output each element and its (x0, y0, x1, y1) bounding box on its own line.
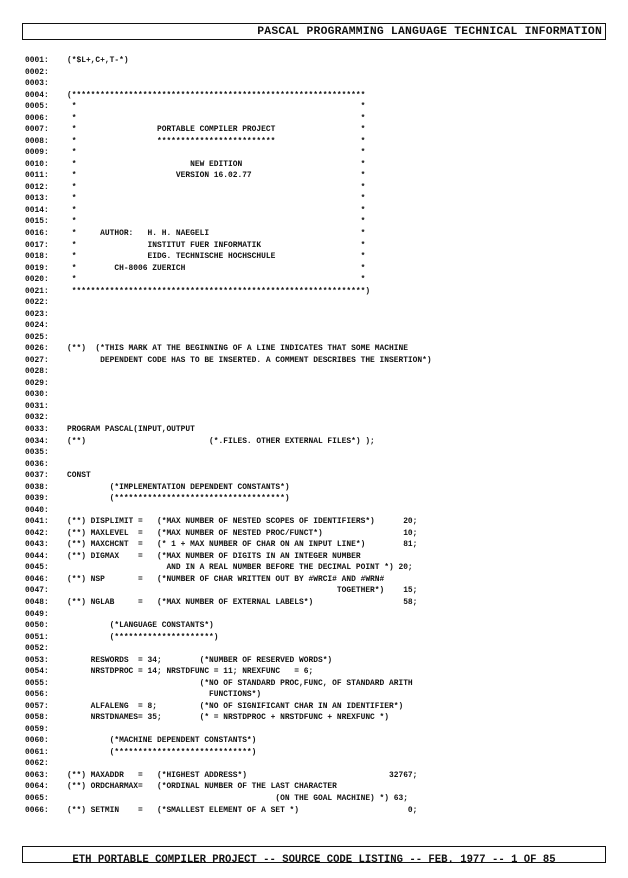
listing-line (25, 182, 605, 194)
line-number: 0018: (25, 252, 49, 262)
listing-line (25, 459, 605, 471)
listing-line (25, 735, 605, 747)
line-code: (*IMPLEMENTATION DEPENDENT CONSTANTS*) (67, 482, 290, 492)
listing-line (25, 562, 605, 574)
listing-line (25, 678, 605, 690)
line-code: * NEW EDITION * (67, 159, 366, 169)
line-code: (**) (*THIS MARK AT THE BEGINNING OF A LINE INDICATES THAT SOME MACHINE (67, 344, 408, 354)
line-code (67, 309, 605, 321)
line-number: 0044: (25, 551, 49, 561)
listing-line (25, 470, 605, 482)
line-code: (**) NGLAB = (*MAX NUMBER OF EXTERNAL LABELS*) 58; (67, 597, 418, 607)
line-code: ALFALENG = 8; (*NO OF SIGNIFICANT CHAR IN AN IDENTIFIER*) (67, 701, 404, 711)
listing-line (25, 412, 605, 424)
line-code: (**) (*.FILES. OTHER EXTERNAL FILES*) ); (67, 436, 375, 446)
line-number: 0033: (25, 425, 49, 434)
line-number: 0014: (25, 205, 49, 215)
listing-line (25, 159, 605, 171)
line-code: * * (67, 275, 366, 285)
line-number: 0061: (25, 747, 49, 757)
listing-line (25, 297, 605, 309)
listing-line (25, 609, 605, 621)
listing-line (25, 228, 605, 240)
listing-line (25, 193, 605, 205)
line-code: TOGETHER*) 15; (67, 586, 418, 596)
line-number: 0010: (25, 159, 49, 169)
line-number: 0019: (25, 263, 49, 273)
line-code: * CH-8006 ZUERICH * (67, 263, 366, 273)
listing-line (25, 539, 605, 551)
line-number: 0049: (25, 609, 49, 619)
page-title: PASCAL PROGRAMMING LANGUAGE TECHNICAL INFORMATION (257, 26, 602, 38)
listing-line (25, 781, 605, 793)
line-code: (*NO OF STANDARD PROC,FUNC, OF STANDARD ARITH (67, 678, 413, 688)
listing-line (25, 701, 605, 713)
line-number: 0030: (25, 390, 49, 400)
line-code (67, 78, 605, 90)
listing-line (25, 447, 605, 459)
listing-line (25, 263, 605, 275)
listing-line (25, 482, 605, 494)
listing-line (25, 666, 605, 678)
listing-line (25, 436, 605, 448)
line-code: (************************************************************** (67, 90, 366, 100)
line-number: 0065: (25, 794, 49, 803)
listing-line (25, 320, 605, 332)
line-code: NRSTDPROC = 14; NRSTDFUNC = 11; NREXFUNC = 6; (67, 667, 314, 677)
listing-line (25, 655, 605, 667)
listing-line (25, 505, 605, 517)
listing-line (25, 401, 605, 413)
page-header (22, 23, 606, 40)
line-code: (**) MAXCHCNT = (* 1 + MAX NUMBER OF CHAR ON AN INPUT LINE*) 81; (67, 540, 418, 550)
listing-line (25, 632, 605, 644)
line-number: 0060: (25, 736, 49, 746)
line-code: AND IN A REAL NUMBER BEFORE THE DECIMAL POINT *) 20; (67, 563, 413, 573)
footer-text: ETH PORTABLE COMPILER PROJECT -- SOURCE CODE LISTING -- FEB. 1977 -- 1 OF 85 (72, 854, 556, 866)
listing-line (25, 240, 605, 252)
line-code: * * (67, 102, 366, 112)
listing-line (25, 366, 605, 378)
line-number: 0004: (25, 90, 49, 100)
listing-line (25, 343, 605, 355)
line-code: (*********************) (67, 632, 219, 642)
listing-line (25, 793, 605, 805)
line-code (67, 758, 605, 770)
line-number: 0036: (25, 459, 49, 469)
line-code: (*LANGUAGE CONSTANTS*) (67, 621, 214, 631)
line-number: 0045: (25, 563, 49, 573)
line-code: * ************************* * (67, 136, 366, 146)
listing-line (25, 597, 605, 609)
line-code: (*MACHINE DEPENDENT CONSTANTS*) (67, 736, 257, 746)
line-number: 0024: (25, 321, 49, 331)
line-number: 0064: (25, 782, 49, 792)
listing-line (25, 216, 605, 228)
line-code: * INSTITUT FUER INFORMATIK * (67, 240, 366, 250)
listing-line (25, 712, 605, 724)
line-number: 0050: (25, 621, 49, 631)
line-number: 0039: (25, 494, 49, 504)
line-code: (*$L+,C+,T-*) (67, 56, 129, 65)
line-number: 0031: (25, 401, 49, 411)
listing-line (25, 274, 605, 286)
line-number: 0015: (25, 217, 49, 227)
line-number: 0028: (25, 367, 49, 377)
listing-line (25, 805, 605, 817)
line-number: 0056: (25, 690, 49, 700)
line-number: 0041: (25, 517, 49, 527)
line-code: * * (67, 182, 366, 192)
line-number: 0006: (25, 113, 49, 123)
listing-line (25, 758, 605, 770)
line-code: (************************************) (67, 494, 290, 504)
line-number: 0020: (25, 275, 49, 285)
line-number: 0035: (25, 448, 49, 458)
line-number: 0042: (25, 528, 49, 538)
line-number: 0053: (25, 655, 49, 665)
line-code: * * (67, 194, 366, 204)
line-code: * EIDG. TECHNISCHE HOCHSCHULE * (67, 252, 366, 262)
line-number: 0026: (25, 344, 49, 354)
line-number: 0055: (25, 678, 49, 688)
line-code: CONST (67, 471, 91, 481)
line-number: 0009: (25, 148, 49, 158)
line-number: 0011: (25, 171, 49, 181)
line-number: 0063: (25, 770, 49, 780)
line-number: 0048: (25, 597, 49, 607)
line-code: * * (67, 113, 366, 123)
line-code: (**) DIGMAX = (*MAX NUMBER OF DIGITS IN AN INTEGER NUMBER (67, 551, 361, 561)
listing-line (25, 124, 605, 136)
line-number: 0038: (25, 482, 49, 492)
line-number: 0062: (25, 759, 49, 769)
listing-line (25, 147, 605, 159)
line-code: * * (67, 217, 366, 227)
line-number: 0017: (25, 240, 49, 250)
page-footer (22, 846, 606, 866)
line-number: 0001: (25, 56, 49, 65)
line-code: (*****************************) (67, 747, 257, 757)
line-code (67, 320, 605, 332)
line-number: 0046: (25, 574, 49, 584)
line-code (67, 609, 605, 621)
line-number: 0027: (25, 355, 49, 365)
listing-line (25, 286, 605, 298)
listing-line (25, 205, 605, 217)
line-code: * * (67, 148, 366, 158)
listing-line (25, 493, 605, 505)
line-code (67, 401, 605, 413)
line-number: 0059: (25, 724, 49, 734)
line-code: (ON THE GOAL MACHINE) *) 63; (67, 794, 408, 803)
listing-line (25, 516, 605, 528)
line-number: 0052: (25, 644, 49, 654)
line-number: 0025: (25, 332, 49, 342)
line-code (67, 505, 605, 517)
listing-line (25, 101, 605, 113)
line-number: 0058: (25, 713, 49, 723)
listing-line (25, 332, 605, 344)
listing-line (25, 251, 605, 263)
listing-line (25, 551, 605, 563)
line-number: 0032: (25, 413, 49, 423)
line-code (67, 366, 605, 378)
line-code (67, 459, 605, 471)
line-code (67, 724, 605, 736)
line-number: 0022: (25, 298, 49, 308)
listing-line (25, 643, 605, 655)
listing-line (25, 724, 605, 736)
listing-line (25, 620, 605, 632)
listing-line (25, 585, 605, 597)
line-number: 0034: (25, 436, 49, 446)
line-code (67, 643, 605, 655)
line-number: 0051: (25, 632, 49, 642)
line-code (67, 332, 605, 344)
listing-line (25, 355, 605, 367)
listing-line (25, 90, 605, 102)
line-number: 0040: (25, 505, 49, 515)
line-number: 0023: (25, 309, 49, 319)
line-code: (**) MAXADDR = (*HIGHEST ADDRESS*) 32767; (67, 770, 418, 780)
line-number: 0054: (25, 667, 49, 677)
line-number: 0016: (25, 228, 49, 238)
line-code: NRSTDNAMES= 35; (* = NRSTDPROC + NRSTDFUNC + NREXFUNC *) (67, 713, 389, 723)
line-number: 0007: (25, 125, 49, 135)
listing-line (25, 528, 605, 540)
line-number: 0043: (25, 540, 49, 550)
line-number: 0021: (25, 286, 49, 296)
line-number: 0003: (25, 79, 49, 89)
listing-line (25, 136, 605, 148)
line-code (67, 378, 605, 390)
listing-line (25, 113, 605, 125)
line-code (67, 412, 605, 424)
line-code: PROGRAM PASCAL(INPUT,OUTPUT (67, 425, 195, 434)
line-code: (**) NSP = (*NUMBER OF CHAR WRITTEN OUT BY #WRCI# AND #WRN# (67, 574, 385, 584)
line-number: 0057: (25, 701, 49, 711)
line-code: * PORTABLE COMPILER PROJECT * (67, 125, 366, 135)
line-code: * VERSION 16.02.77 * (67, 171, 366, 181)
line-code (67, 67, 605, 79)
line-number: 0037: (25, 471, 49, 481)
line-number: 0012: (25, 182, 49, 192)
line-code: * AUTHOR: H. H. NAEGELI * (67, 228, 366, 238)
listing-line (25, 574, 605, 586)
listing-line (25, 689, 605, 701)
listing-line (25, 770, 605, 782)
listing-line (25, 424, 605, 436)
listing-line (25, 78, 605, 90)
line-code: * * (67, 205, 366, 215)
line-code: **************************************************************) (67, 286, 371, 296)
listing-line (25, 170, 605, 182)
line-code (67, 297, 605, 309)
line-code: (**) DISPLIMIT = (*MAX NUMBER OF NESTED SCOPES OF IDENTIFIERS*) 20; (67, 517, 418, 527)
line-code: (**) ORDCHARMAX= (*ORDINAL NUMBER OF THE LAST CHARACTER (67, 782, 337, 792)
listing-line (25, 378, 605, 390)
listing-line (25, 747, 605, 759)
line-number: 0047: (25, 586, 49, 596)
line-code: (**) MAXLEVEL = (*MAX NUMBER OF NESTED PROC/FUNCT*) 10; (67, 528, 418, 538)
line-number: 0005: (25, 102, 49, 112)
line-code: FUNCTIONS*) (67, 690, 262, 700)
line-number: 0002: (25, 67, 49, 77)
line-code (67, 389, 605, 401)
line-code (67, 447, 605, 459)
listing-line (25, 55, 605, 67)
line-number: 0066: (25, 805, 49, 815)
listing-line (25, 67, 605, 79)
listing-line (25, 309, 605, 321)
source-listing (25, 55, 605, 816)
line-code: RESWORDS = 34; (*NUMBER OF RESERVED WORDS*) (67, 655, 333, 665)
listing-line (25, 389, 605, 401)
line-code: DEPENDENT CODE HAS TO BE INSERTED. A COMMENT DESCRIBES THE INSERTION*) (67, 355, 432, 365)
line-code: (**) SETMIN = (*SMALLEST ELEMENT OF A SET *) 0; (67, 805, 418, 815)
line-number: 0013: (25, 194, 49, 204)
line-number: 0029: (25, 378, 49, 388)
line-number: 0008: (25, 136, 49, 146)
